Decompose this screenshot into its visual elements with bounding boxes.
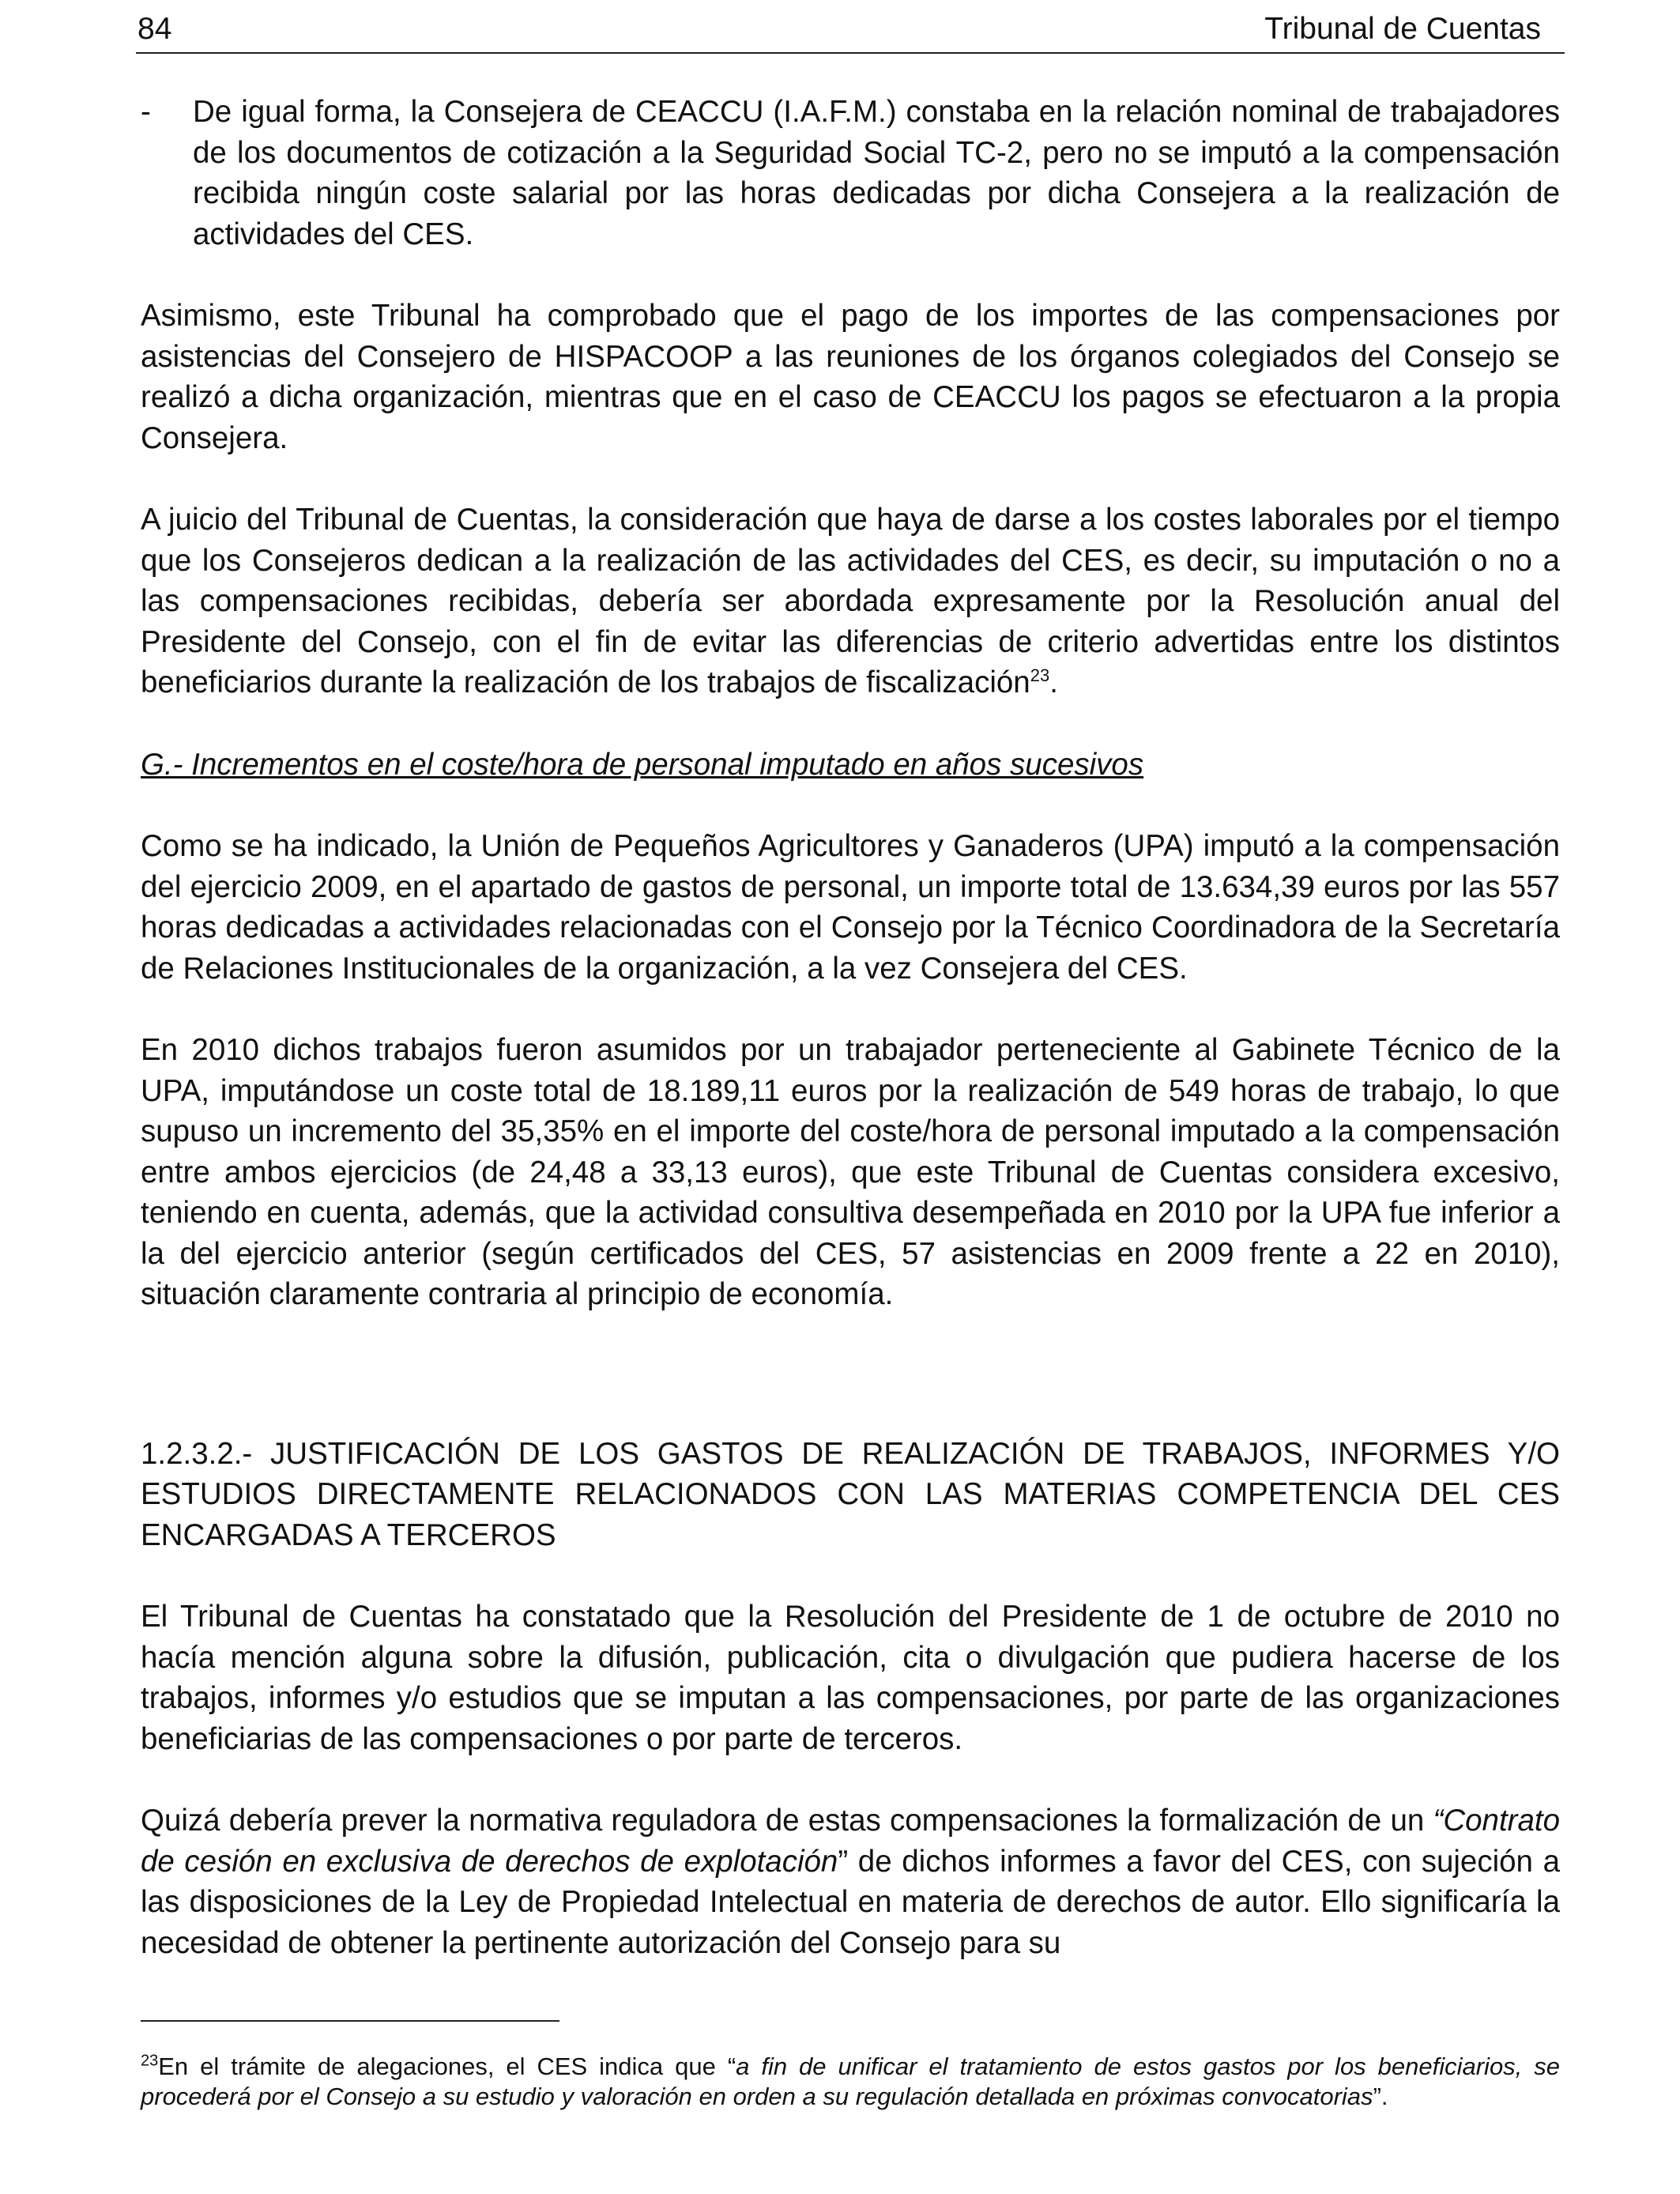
paragraph-juicio-end: . [1049, 665, 1058, 699]
footnote-text-end: ”. [1373, 2083, 1388, 2110]
page-header [136, 8, 1565, 54]
paragraph-juicio-text: A juicio del Tribunal de Cuentas, la consideración que haya de darse a los costes laborales por el tiempo que los Consejeros dedican a la realización de las actividades del CES, es decir, su imputación o no a las compensaciones recibidas, debería ser abordada expresamente por la Resolución anual del Presidente del Consejo, con el fin de evitar las diferencias de criterio advertidas entre los distintos beneficiarios durante la realización de los trabajos de fiscalización [141, 503, 1560, 699]
section-heading: 1.2.3.2.- JUSTIFICACIÓN DE LOS GASTOS DE REALIZACIÓN DE TRABAJOS, INFORMES Y/O ESTUDIOS DIRECTAMENTE RELACIONADOS CON LAS MATERIAS COMPETENCIA DEL CES ENCARGADAS A TERCEROS [141, 1436, 1560, 1552]
bullet-text: De igual forma, la Consejera de CEACCU (I.A.F.M.) constaba en la relación nominal de trabajadores de los documentos de cotización a la Seguridad Social TC-2, pero no se imputó a la compensación recibida ningún coste salarial por las horas dedicadas por dicha Consejera a la realización de actividades del CES. [193, 95, 1560, 251]
paragraph-quiza-end: ” de dichos informes a favor del CES, con sujeción a las disposiciones de la Ley de Propiedad Intelectual en materia de derechos de autor. Ello significaría la necesidad de obtener la pertinente autorización del Consejo para su [141, 1844, 1560, 1960]
paragraph-quiza-start: Quizá debería prever la normativa reguladora de estas compensaciones la formalización de un [141, 1804, 1433, 1838]
paragraph-tribunal: El Tribunal de Cuentas ha constatado que la Resolución del Presidente de 1 de octubre de 2010 no hacía mención alguna sobre la difusión, publicación, cita o divulgación que pudiera hacerse de los trabajos, informes y/o estudios que se imputan a las compensaciones, por parte de las organizaciones beneficiarias de las compensaciones o por parte de terceros. [141, 1600, 1560, 1756]
subheading-incrementos: G.- Incrementos en el coste/hora de personal imputado en años sucesivos [141, 747, 1144, 782]
bullet-item-ceaccu [141, 92, 1560, 254]
footnote [141, 2052, 1560, 2112]
footnote-reference: 23 [1030, 665, 1050, 686]
paragraph-como: Como se ha indicado, la Unión de Pequeños Agricultores y Ganaderos (UPA) imputó a la compensación del ejercicio 2009, en el apartado de gastos de personal, un importe total de 13.634,39 euros por las 557 horas dedicadas a actividades relacionadas con el Consejo por la Técnico Coordinadora de la Secretaría de Relaciones Institucionales de la organización, a la vez Consejera del CES. [141, 829, 1560, 986]
page-number: 84 [137, 12, 172, 46]
footnote-divider [141, 2020, 559, 2022]
paragraph-en2010: En 2010 dichos trabajos fueron asumidos por un trabajador perteneciente al Gabinete Técnico de la UPA, imputándose un coste total de 18.189,11 euros por la realización de 549 horas de trabajo, lo que supuso un incremento del 35,35% en el importe del coste/hora de personal imputado a la compensación entre ambos ejercicios (de 24,48 a 33,13 euros), que este Tribunal de Cuentas considera excesivo, teniendo en cuenta, además, que la actividad consultiva desempeñada en 2010 por la UPA fue inferior a la del ejercicio anterior (según certificados del CES, 57 asistencias en 2009 frente a 22 en 2010), situación claramente contraria al principio de economía. [141, 1033, 1560, 1311]
page-body [141, 92, 1560, 2004]
paragraph-asimismo: Asimismo, este Tribunal ha comprobado que el pago de los importes de las compensaciones por asistencias del Consejero de HISPACOOP a las reuniones de los órganos colegiados del Consejo se realizó a dicha organización, mientras que en el caso de CEACCU los pagos se efectuaron a la propia Consejera. [141, 299, 1560, 455]
paragraph-juicio [141, 499, 1560, 703]
footnote-number: 23 [141, 2052, 159, 2070]
footnote-text-italic: a fin de unificar el tratamiento de estos gastos por los beneficiarios, se procederá por el Consejo a su estudio y valoración en orden a su regulación detallada en próximas convocatorias [141, 2053, 1560, 2110]
paragraph-quiza [141, 1800, 1560, 1963]
paragraph-quiza-italic: “Contrato de cesión en exclusiva de derechos de explotación [141, 1804, 1560, 1879]
bullet-dash: - [141, 95, 151, 129]
running-title: Tribunal de Cuentas [1264, 12, 1541, 46]
footnote-text-start: En el trámite de alegaciones, el CES indica que “ [158, 2053, 736, 2080]
